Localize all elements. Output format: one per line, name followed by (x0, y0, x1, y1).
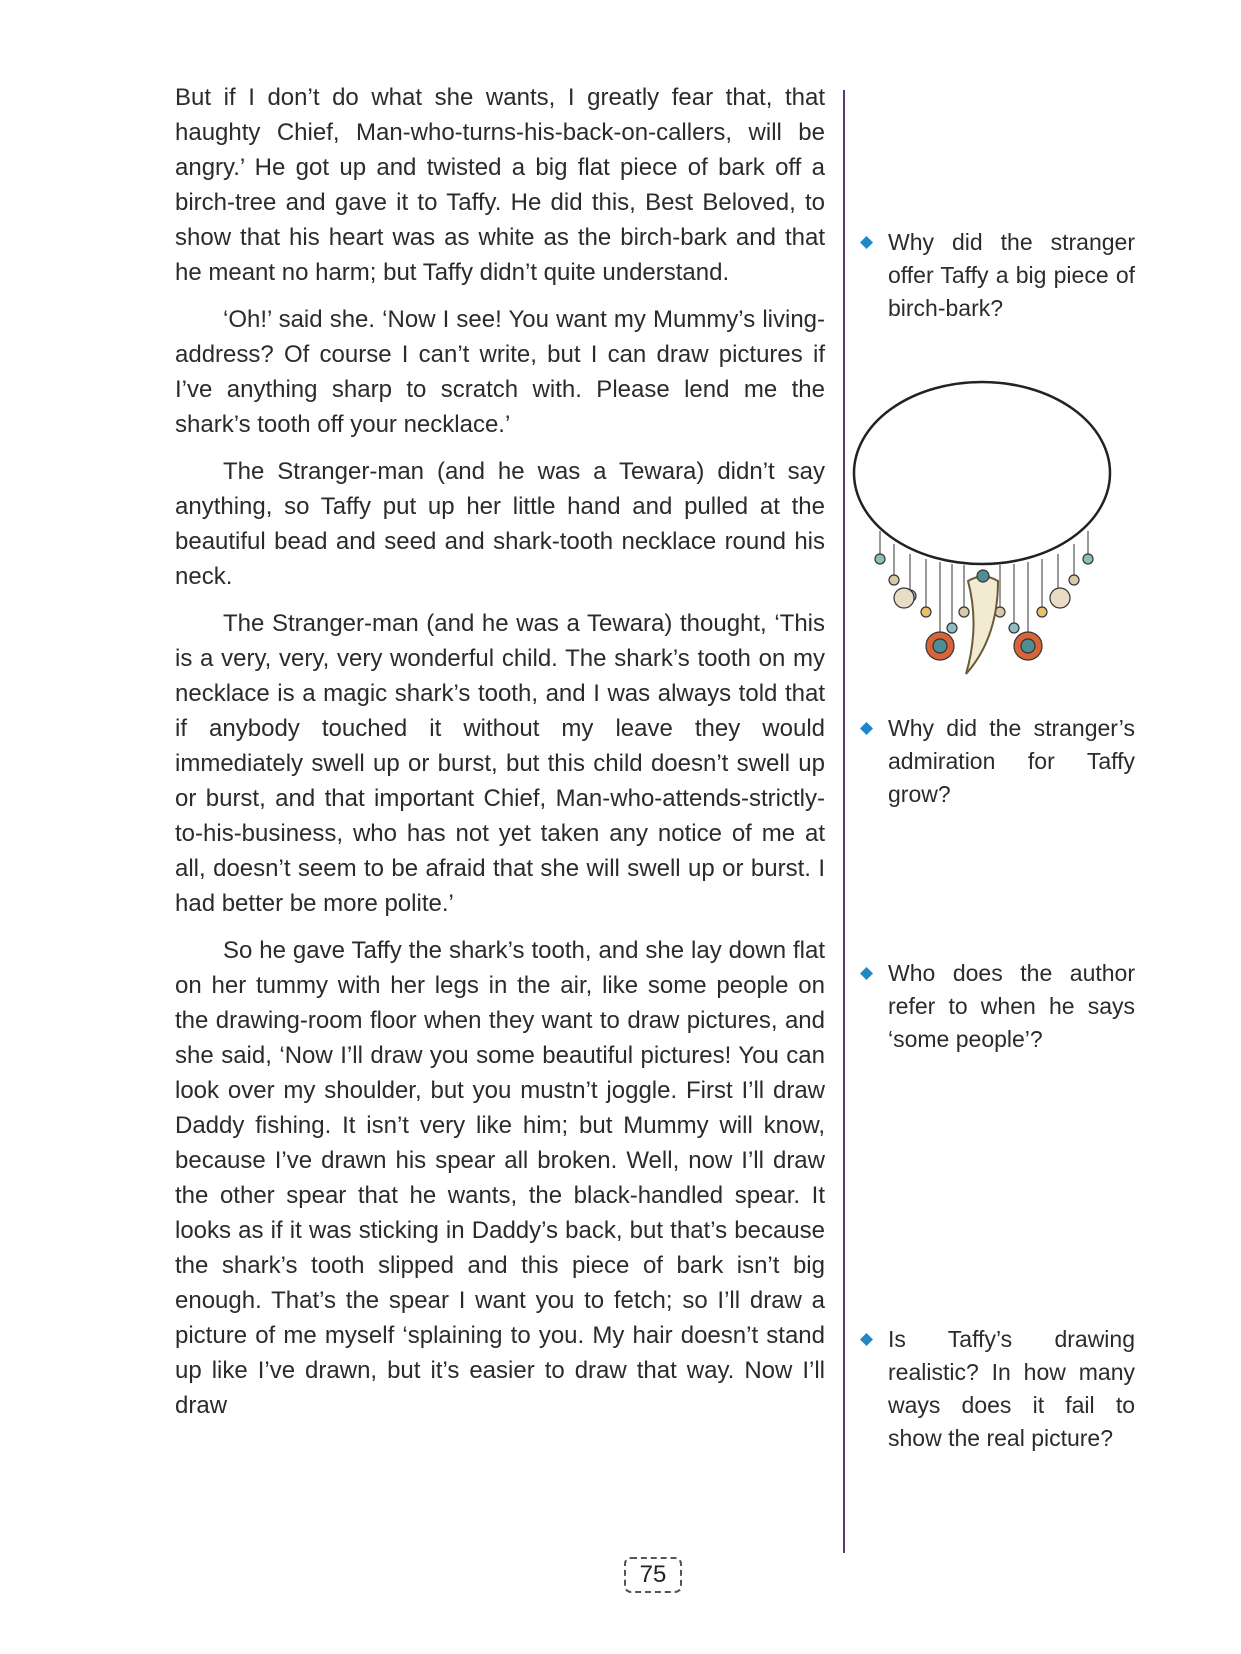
diamond-bullet-icon (860, 722, 873, 735)
paragraph-4: The Stranger-man (and he was a Tewara) thought, ‘This is a very, very, very wonderful child. The shark’s tooth on my necklace is a magic shark’s tooth, and I was always told that if anybody touched it without my leave they would immediately swell up or burst, but this child doesn’t swell up or burst, and that important Chief, Man-who-attends-strictly-to-his-business, who has not yet taken any notice of me at all, doesn’t seem to be afraid that she will swell up or burst. I had better be more polite.’ (175, 610, 825, 917)
diamond-bullet-icon (860, 967, 873, 980)
question-text: Why did the stranger’s admiration for Taffy grow? (888, 715, 1135, 807)
page-number: 75 (624, 1557, 682, 1593)
paragraph-2: ‘Oh!’ said she. ‘Now I see! You want my Mummy’s living-address? Of course I can’t write, but I can draw pictures if I’ve anything sharp to scratch with. Please lend me the shark’s tooth off your necklace.’ (175, 306, 825, 438)
margin-question-1 (860, 226, 1135, 325)
story-text (175, 80, 825, 1435)
diamond-bullet-icon (860, 1333, 873, 1346)
margin-divider (843, 90, 845, 1553)
margin-question-4 (860, 1323, 1135, 1455)
question-text: Who does the author refer to when he says ‘some people’? (888, 960, 1135, 1052)
diamond-bullet-icon (860, 236, 873, 249)
paragraph-3: The Stranger-man (and he was a Tewara) didn’t say anything, so Taffy put up her little hand and pulled at the beautiful bead and seed and shark-tooth necklace round his neck. (175, 458, 825, 590)
question-text: Why did the stranger offer Taffy a big piece of birch-bark? (888, 229, 1135, 321)
paragraph-5: So he gave Taffy the shark’s tooth, and she lay down flat on her tummy with her legs in the air, like some people on the drawing-room floor when they want to draw pictures, and she said, ‘Now I’ll draw you some beautiful pictures! You can look over my shoulder, but you mustn’t joggle. First I’ll draw Daddy fishing. It isn’t very like him; but Mummy will know, because I’ve drawn his spear all broken. Well, now I’ll draw the other spear that he wants, the black-handled spear. It looks as if it was sticking in Daddy’s back, but that’s because the shark’s tooth slipped and this piece of bark isn’t big enough. That’s the spear I want you to fetch; so I’ll draw a picture of me myself ‘splaining to you. My hair doesn’t stand up like I’ve drawn, but it’s easier to draw that way. Now I’ll draw (175, 937, 825, 1419)
shark-tooth-necklace-illustration (848, 376, 1133, 721)
paragraph-1: But if I don’t do what she wants, I greatly fear that, that haughty Chief, Man-who-turns-his-back-on-callers, will be angry.’ He got up and twisted a big flat piece of bark off a birch-tree and gave it to Taffy. He did this, Best Beloved, to show that his heart was as white as the birch-bark and that he meant no harm; but Taffy didn’t quite understand. (175, 84, 825, 286)
question-text: Is Taffy’s drawing realistic? In how many ways does it fail to show the real picture? (888, 1326, 1135, 1451)
margin-question-3 (860, 957, 1135, 1056)
margin-question-2 (860, 712, 1135, 811)
